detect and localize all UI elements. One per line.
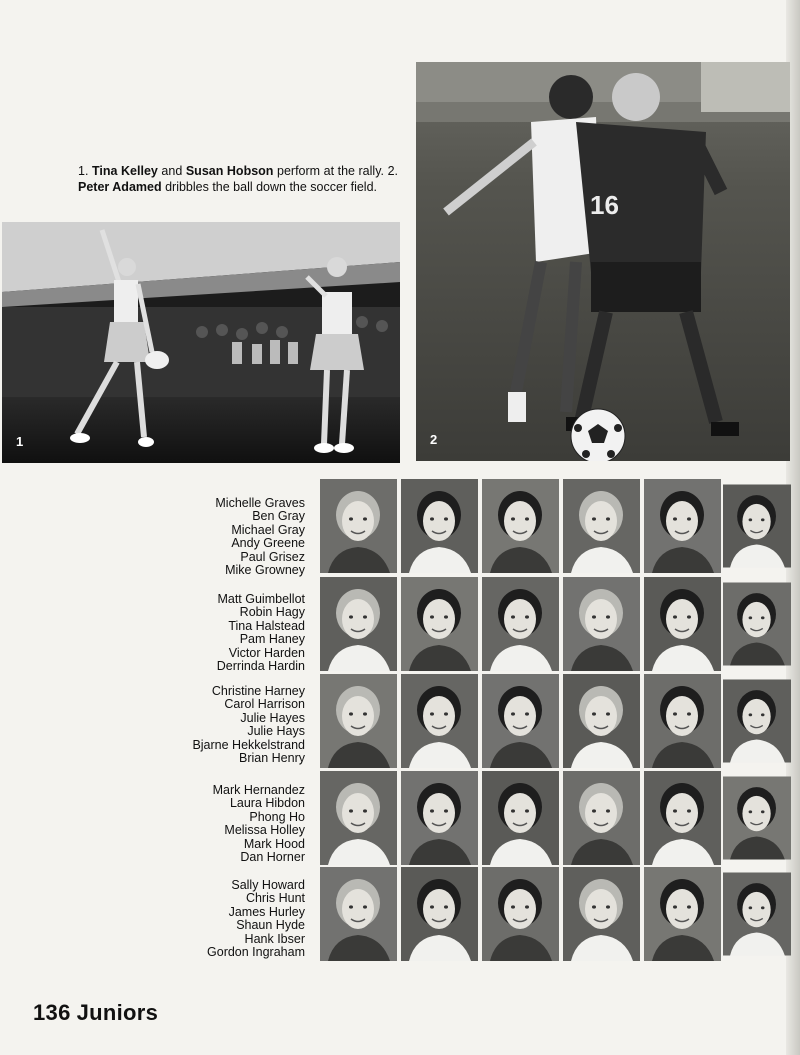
student-name: Julie Hayes	[240, 710, 305, 725]
student-name: Shaun Hyde	[236, 918, 305, 933]
student-name: Robin Hagy	[239, 605, 305, 620]
student-name: Hank Ibser	[244, 931, 305, 946]
student-portrait	[644, 867, 721, 961]
student-name: Matt Guimbellot	[217, 592, 305, 606]
names-row-1	[150, 497, 305, 577]
student-name: Bjarne Hekkelstrand	[192, 737, 305, 752]
student-name: James Hurley	[228, 904, 305, 919]
student-portrait	[401, 674, 478, 768]
student-portrait	[401, 479, 478, 573]
student-portrait	[320, 479, 397, 573]
student-name: Carol Harrison	[224, 697, 305, 712]
student-name: Dan Horner	[240, 850, 305, 865]
student-portrait	[320, 867, 397, 961]
student-portrait	[563, 674, 640, 768]
student-portrait	[320, 771, 397, 865]
student-name: Laura Hibdon	[229, 796, 305, 811]
student-name: Sally Howard	[231, 878, 305, 892]
student-name: Brian Henry	[239, 751, 305, 766]
student-portrait	[723, 479, 791, 573]
student-portrait	[401, 577, 478, 671]
photo-number-2: 2	[430, 432, 438, 447]
jersey-number: 16	[590, 190, 619, 220]
photo-caption: 1. Tina Kelley and Susan Hobson perform at the rally. 2. Peter Adamed dribbles the ball down the soccer field.	[78, 164, 398, 194]
student-portrait	[482, 771, 559, 865]
student-name: Mike Growney	[225, 563, 305, 578]
student-name: Chris Hunt	[245, 891, 305, 906]
student-name: Victor Harden	[228, 645, 305, 660]
student-name: Melissa Holley	[224, 823, 305, 838]
student-portrait	[482, 577, 559, 671]
student-portrait	[644, 674, 721, 768]
student-name: Mark Hood	[243, 836, 305, 851]
section-title: Juniors	[76, 1000, 159, 1025]
photo-number-1: 1	[16, 434, 24, 449]
student-portrait	[723, 674, 791, 768]
student-name: Andy Greene	[231, 536, 305, 551]
names-row-5	[150, 879, 305, 959]
student-portrait	[482, 479, 559, 573]
student-name: Christine Harney	[211, 684, 305, 698]
page-footer	[33, 1000, 158, 1026]
student-portrait	[482, 674, 559, 768]
student-portrait	[644, 771, 721, 865]
student-portrait	[723, 771, 791, 865]
student-name: Paul Grisez	[240, 549, 305, 564]
student-portrait	[563, 479, 640, 573]
student-portrait	[320, 674, 397, 768]
page-number: 136	[33, 1000, 71, 1025]
student-portrait	[723, 867, 791, 961]
student-portrait	[563, 771, 640, 865]
student-portrait	[644, 479, 721, 573]
student-name: Gordon Ingraham	[207, 945, 305, 960]
student-name: Phong Ho	[249, 809, 305, 824]
student-name: Tina Halstead	[228, 618, 305, 633]
cheerleader-photo	[2, 222, 400, 463]
student-portrait	[563, 867, 640, 961]
student-name: Michelle Graves	[215, 496, 305, 510]
student-name: Julie Hays	[247, 724, 305, 739]
student-name: Michael Gray	[231, 522, 305, 537]
student-portrait	[644, 577, 721, 671]
names-row-3	[150, 685, 305, 765]
student-name: Ben Gray	[252, 509, 305, 524]
student-portrait	[563, 577, 640, 671]
soccer-photo	[416, 62, 790, 461]
student-name: Derrinda Hardin	[216, 659, 305, 674]
names-row-4	[150, 784, 305, 864]
student-portrait	[482, 867, 559, 961]
student-portrait	[320, 577, 397, 671]
student-portrait	[723, 577, 791, 671]
student-portrait	[401, 771, 478, 865]
student-name: Mark Hernandez	[212, 783, 305, 797]
student-portrait	[401, 867, 478, 961]
student-name: Pam Haney	[239, 632, 305, 647]
names-row-2	[150, 593, 305, 673]
